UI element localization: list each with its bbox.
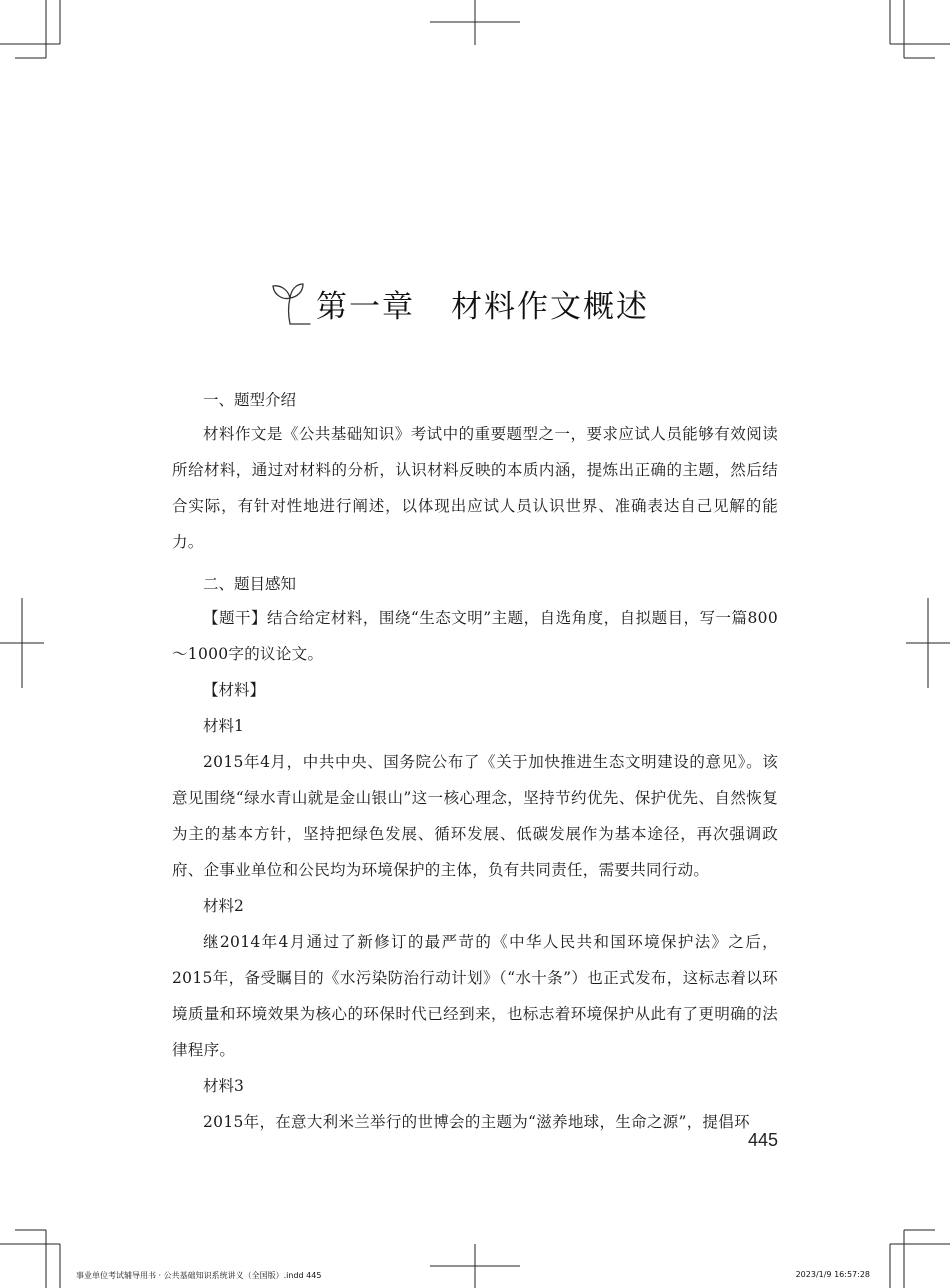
prompt-text: 结合给定材料，围绕“生态文明”主题，自选角度，自拟题目，写一篇800～1000字的议论文。 <box>172 609 778 663</box>
chapter-number: 第一章 <box>316 288 415 325</box>
prompt-paragraph <box>172 600 778 672</box>
sprout-icon <box>270 280 312 326</box>
footer-file-info: 事业单位考试辅导用书 · 公共基础知识系统讲义（全国版）.indd 445 <box>76 1271 322 1280</box>
footer-timestamp: 2023/1/9 16:57:28 <box>795 1270 870 1279</box>
chapter-heading <box>270 268 649 338</box>
chapter-name: 材料作文概述 <box>451 288 649 325</box>
prompt-label: 【题干】 <box>203 609 267 627</box>
chapter-title <box>316 281 649 326</box>
material-3-text: 2015年，在意大利米兰举行的世博会的主题为“滋养地球，生命之源”，提倡环 <box>203 1113 750 1131</box>
page-body <box>172 384 778 1140</box>
material-2-text: 继2014年4月通过了新修订的最严苛的《中华人民共和国环境保护法》之后，2015年，备受瞩目的《水污染防治行动计划》（“水十条”）也正式发布，这标志着以环境质量和环境效果为核心的环保时代已经到来，也标志着环境保护从此有了更明确的法律程序。 <box>172 933 778 1059</box>
material-1-label: 材料1 <box>203 717 244 735</box>
materials-label: 【材料】 <box>203 681 266 699</box>
section-heading-intro: 一、题型介绍 <box>203 391 297 409</box>
intro-paragraph: 材料作文是《公共基础知识》考试中的重要题型之一，要求应试人员能够有效阅读所给材料，通过对材料的分析，认识材料反映的本质内涵，提炼出正确的主题，然后结合实际，有针对性地进行阐述，以体现出应试人员认识世界、准确表达自己见解的能力。 <box>172 425 778 551</box>
material-3-label: 材料3 <box>203 1077 244 1095</box>
material-2-label: 材料2 <box>203 897 244 915</box>
material-1-text: 2015年4月，中共中央、国务院公布了《关于加快推进生态文明建设的意见》。该意见围绕“绿水青山就是金山银山”这一核心理念，坚持节约优先、保护优先、自然恢复为主的基本方针，坚持把绿色发展、循环发展、低碳发展作为基本途径，再次强调政府、企事业单位和公民均为环境保护的主体，负有共同责任，需要共同行动。 <box>172 753 778 879</box>
page-number: 445 <box>747 1130 778 1150</box>
section-heading-perception: 二、题目感知 <box>203 575 297 593</box>
